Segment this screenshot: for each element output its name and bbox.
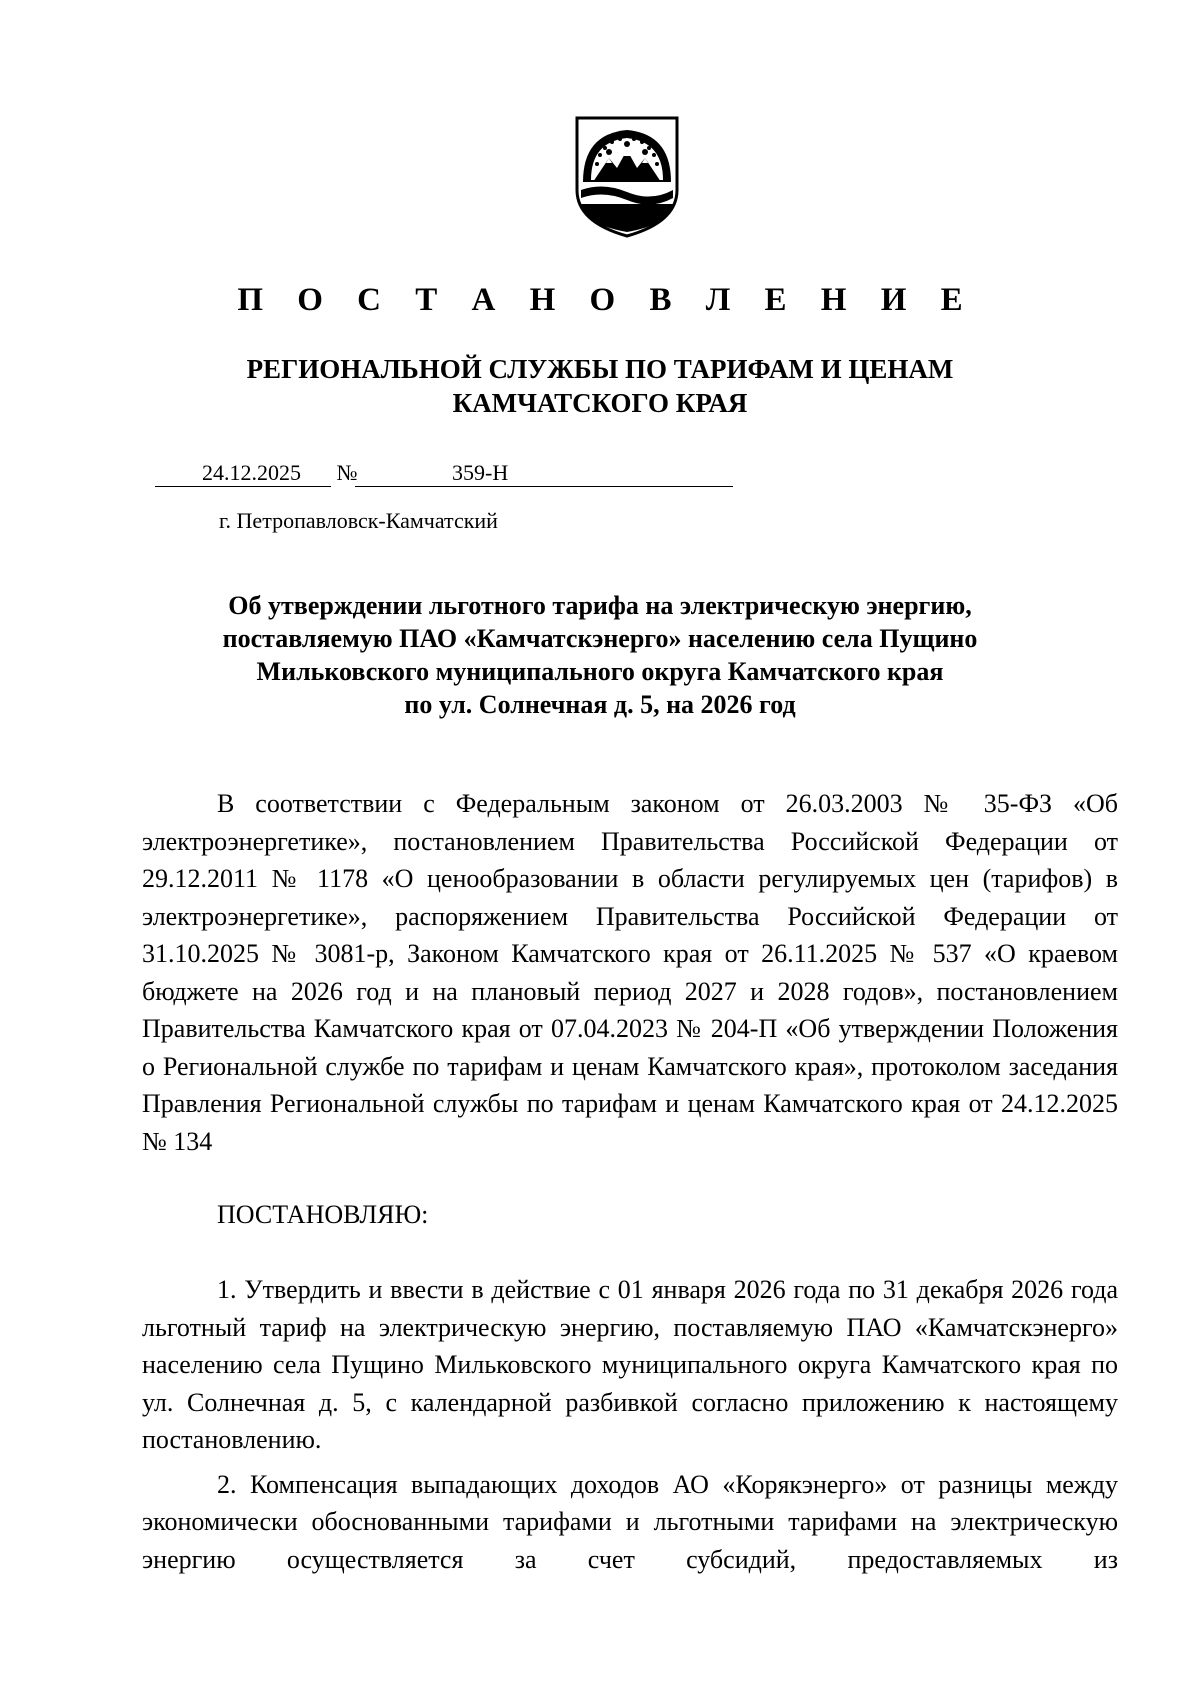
number-sign: №: [336, 460, 358, 485]
document-date: 24.12.2025: [202, 460, 301, 485]
issuer-line: РЕГИОНАЛЬНОЙ СЛУЖБЫ ПО ТАРИФАМ И ЦЕНАМ: [246, 354, 954, 384]
document-type-heading: П О С Т А Н О В Л Е Н И Е: [237, 282, 976, 318]
decree-item-1: 1. Утвердить и ввести в действие с 01 января 2026 года по 31 декабря 2026 года льготный тариф на электрическую энергию, поставляемую ПАО «Камчатскэнерго» населению села Пущино Мильковского муниципального округа Камчатского края по ул. Солнечная д. 5, с календарной разбивкой согласно приложению к настоящему постановлению.: [142, 1275, 1118, 1454]
legal-basis-section: [142, 785, 1118, 1160]
issuer-line: КАМЧАТСКОГО КРАЯ: [452, 388, 748, 418]
subject-line: Мильковского муниципального округа Камчатского края: [256, 657, 944, 686]
document-city: г. Петропавловск-Камчатский: [219, 508, 498, 533]
kamchatka-coat-of-arms-icon: [573, 112, 681, 240]
document-number-field: [377, 460, 733, 487]
legal-basis-paragraph: В соответствии с Федеральным законом от 26.03.2003 № 35-ФЗ «Об электроэнергетике», постановлением Правительства Российской Федерации от 29.12.2011 № 1178 «О ценообразовании в области регулируемых цен (тарифов) в электроэнергетике», распоряжением Правительства Российской Федерации от 31.10.2025 № 3081-р, Законом Камчатского края от 26.11.2025 № 537 «О краевом бюджете на 2026 год и на плановый период 2027 и 2028 годов», постановлением Правительства Камчатского края от 07.04.2023 № 204-П «Об утверждении Положения о Региональной службе по тарифам и ценам Камчатского края», протоколом заседания Правления Региональной службы по тарифам и ценам Камчатского края от 24.12.2025 № 134: [142, 789, 1118, 1156]
decree-section: [142, 1196, 1118, 1234]
document-subject: [0, 589, 1200, 721]
document-number: 359-Н: [452, 460, 509, 485]
issuer-heading: [0, 352, 1200, 420]
number-sign-underline: [355, 460, 377, 487]
subject-line: по ул. Солнечная д. 5, на 2026 год: [404, 690, 796, 719]
decree-word: ПОСТАНОВЛЯЮ:: [217, 1200, 429, 1229]
decree-items: [142, 1271, 1118, 1578]
subject-line: поставляемую ПАО «Камчатскэнерго» населению села Пущино: [222, 624, 978, 653]
document-date-field: [155, 460, 331, 487]
decree-item-2: 2. Компенсация выпадающих доходов АО «Корякэнерго» от разницы между экономически обоснованными тарифами и льготными тарифами на электрическую энергию осуществляется за счет субсидий, предоставляемых из: [142, 1469, 1118, 1574]
subject-line: Об утверждении льготного тарифа на электрическую энергию,: [228, 591, 972, 620]
